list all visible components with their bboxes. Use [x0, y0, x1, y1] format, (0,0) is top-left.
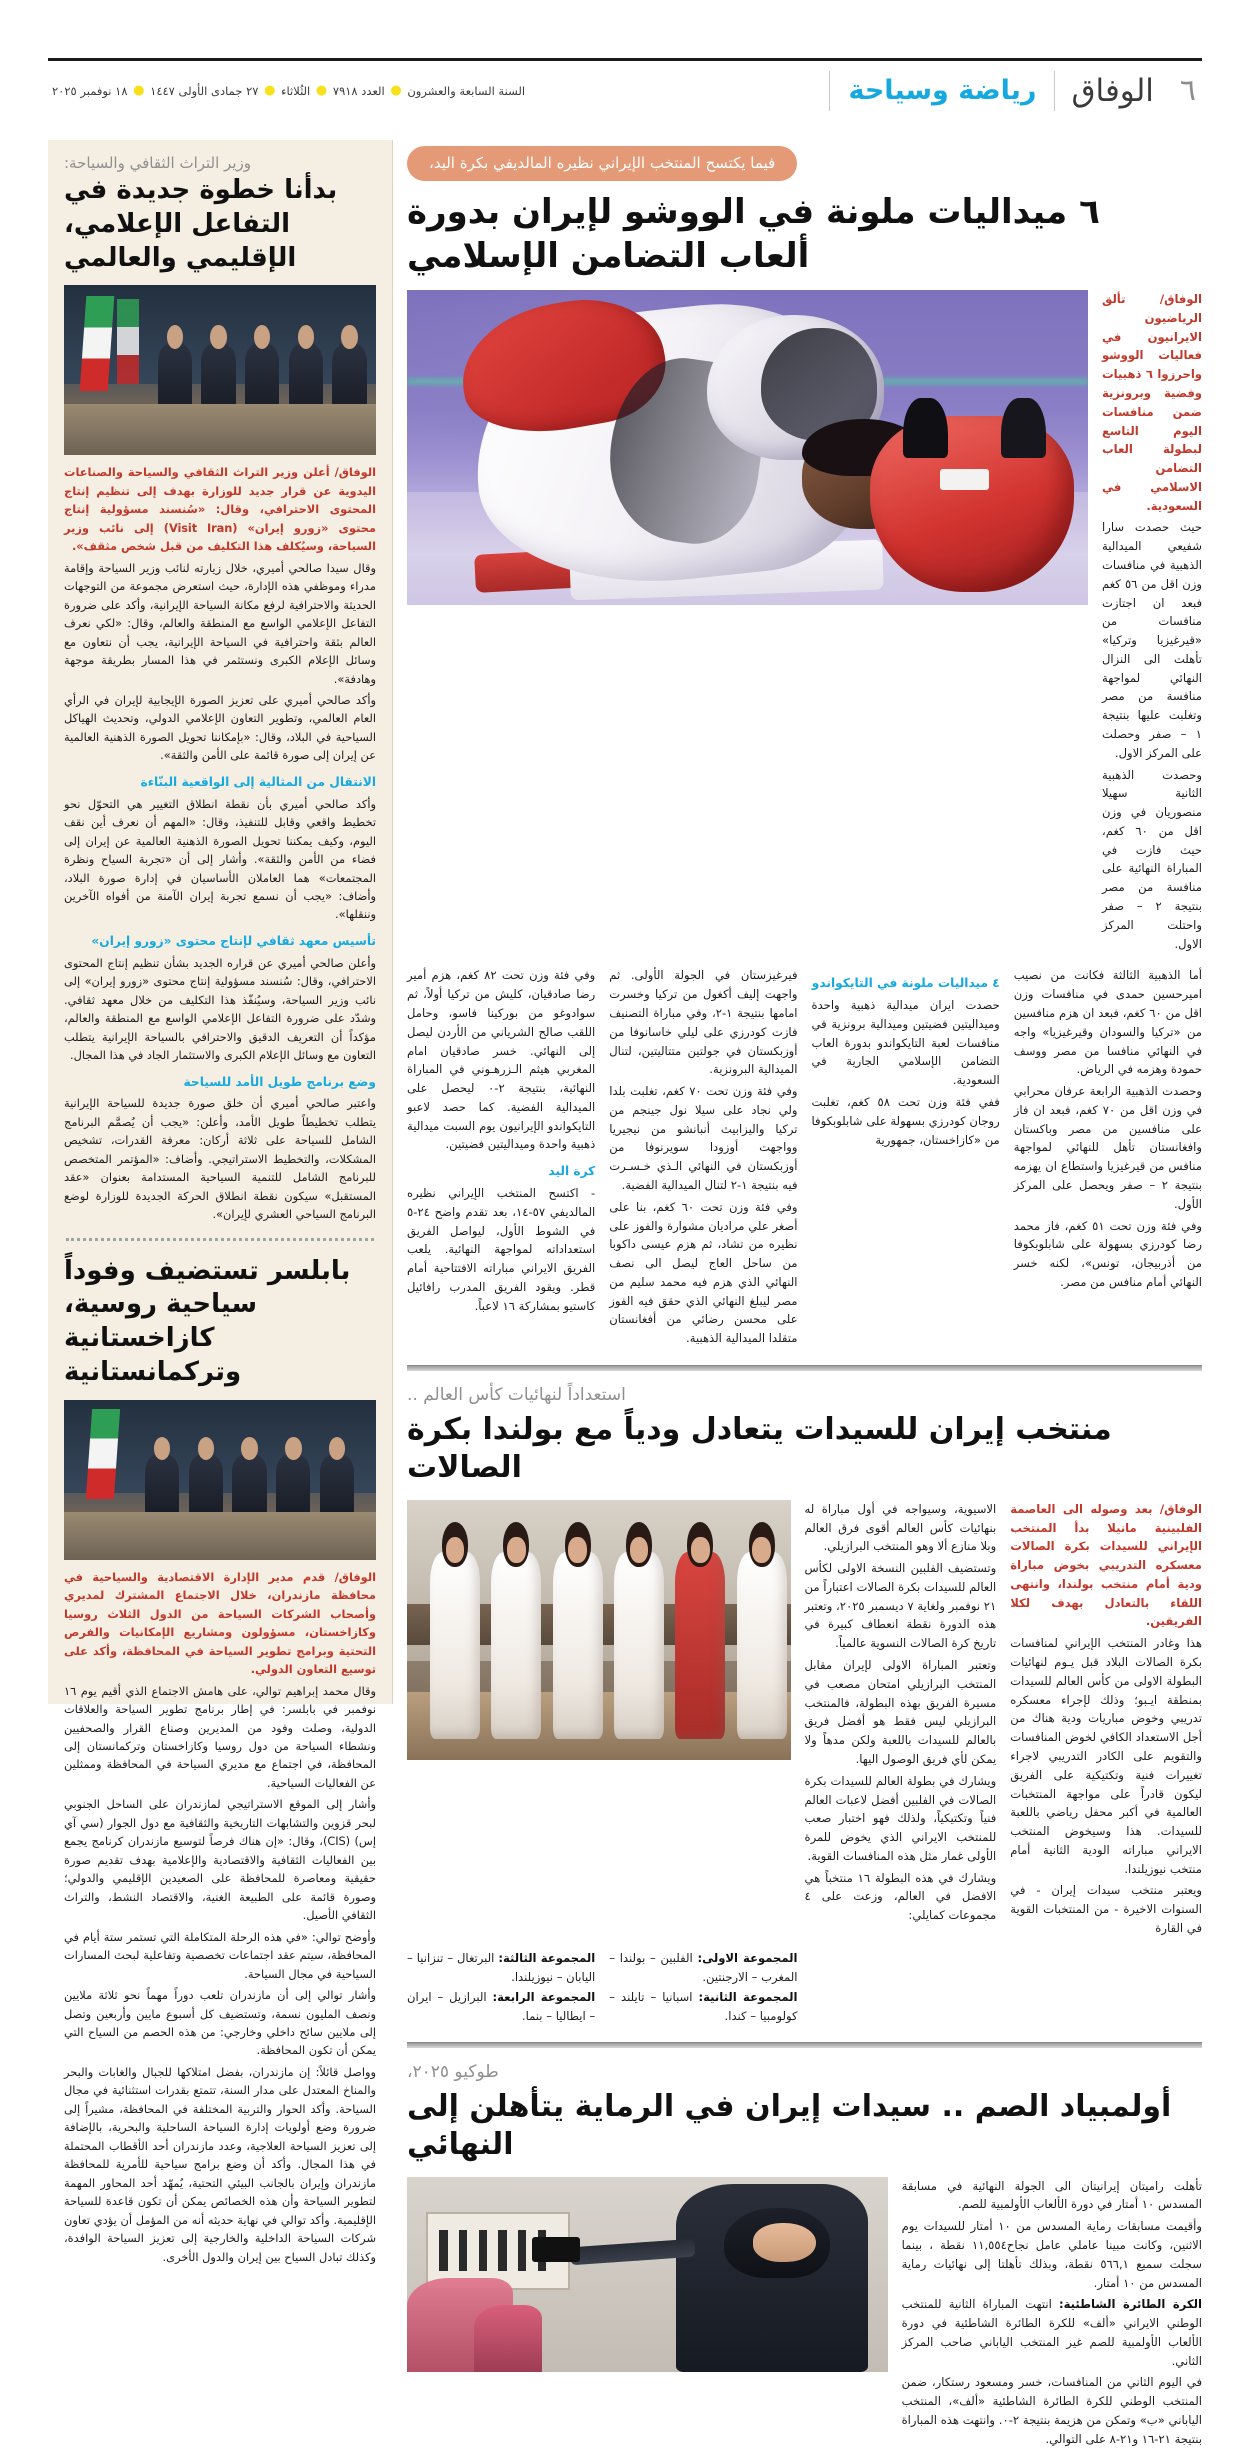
sidebar-heritage-body — [64, 463, 376, 1223]
paragraph: وأكد صالحي أميري على تعزيز الصورة الإيجابية لإيران في الرأي العام العالمي، وتطوير التعاون الإعلامي الدولي، وتحديث الهياكل السياحية في البلاد، وقال: «بإمكاننا تحويل الصورة الذهنية العالمية عن إيران إلى صورة قائمة على الأمن والثقة». — [64, 693, 376, 763]
dateline-bullet-icon: ● — [315, 83, 328, 98]
paragraph: وقال سيدا صالحي أميري، خلال زيارته لنائب وزير السياحة وإقامة مدراء وموظفي هذه الإدارة، حيث استعرض مجموعة من التوجهات الحديثة والاحترافية لرفع مكانة السياحة الإيرانية، وأكد على ضرورة التفاعل الإعلامي الواسع مع المنطقة والعالم، وقال: «لكي نعرف العالم بثقة واحترافية في السياحة الإيرانية، يجب أن نتعاون مع وسائل الإعلام الكبرى ونستثمر في هذا المسار بطريقة موجهة وهادفة». — [64, 560, 376, 686]
paragraph: حصدت ايران ميدالية ذهبية واحدة وميداليتين فضيتين وميدالية برونزية في منافسات لعبة التايكواندو بدورة العاب التضامن الإسلامي الجارية في السعودية. — [811, 998, 1000, 1088]
paragraph: وأوضح توالي: «في هذه الرحلة المتكاملة التي تستمر ستة أيام في المحافظة، سيتم عقد اجتماعات تخصصية وتفاعلية لبحث المسارات السياحية في مجال السياحة. — [64, 1929, 376, 1981]
group-1-name: المجموعة الاولى: — [697, 1950, 798, 1965]
paragraph — [64, 463, 376, 555]
dateline-issue: العدد ٧٩١٨ — [332, 84, 385, 98]
paragraph: وفي فئة وزن تحت ٧٠ كغم، تغلبت بلدا ولي نجاد على سیلا نول جينجم من تركيا والیزابیث أنبانشو من نيجيريا وواجهت أوزودا سويرنوفا من أوزبكستان في النهائي الـذي خـسـرت فيه بنتيجة ١-٢ لتنال الميدالية الفضية. — [609, 1084, 798, 1192]
sidebar-babolsar-photo — [64, 1400, 376, 1560]
dateline-bullet-icon: ● — [264, 83, 276, 98]
byline: الوفاق/ قدم مدير الإدارة الاقتصادية والسياحية في محافظة مازندران، خلال الاجتماع المشترك لمديري وأصحاب الشركات السياحة من الدول الثلاث روسيا وكازاخستان، مسؤولون ومشاريع الإمكانيات والفرص التحتية وبرامج تطوير السياحة في المحافظة، وأكد على توسيع التعاون الدولي. — [64, 1569, 376, 1677]
article-wushu-col-2 — [1014, 966, 1202, 1294]
paragraph: تأهلت راميتان إيرانيتان الى الجولة النهائية في مسابقة المسدس ١٠ أمتار في دورة الألعاب الأولمبية للصم. — [901, 2178, 1202, 2212]
page-content — [48, 140, 1203, 2446]
article-futsal-photo — [407, 1500, 791, 1760]
masthead-divider-1 — [1054, 71, 1055, 111]
section-title: رياضة وسياحة — [848, 75, 1037, 106]
paragraph: وأشار توالي إلى أن مازندران تلعب دوراً مهماً نحو ثلاثة ملايين ونصف المليون نسمة، وتستضيف كل أسبوع مايين وأربعين وتصل إلى ملايين سائح داخلي وخارجي: من هذه الحصم من السياح التي يمكن أن تكون المحافظة. — [64, 1988, 376, 2058]
paragraph — [902, 2295, 1202, 2370]
dateline-hijri: ٢٧ جمادى الأولى ١٤٤٧ — [150, 84, 259, 98]
article-shooting-col-1 — [902, 2177, 1202, 2452]
article-wushu-photo — [407, 290, 1088, 605]
article-futsal-headline: منتخب إيران للسيدات يتعادل ودياً مع بولندا بكرة الصالات — [407, 1412, 1112, 1486]
paragraph: وأشار إلى الموقع الاستراتيجي لمازندران على الساحل الجنوبي لبحر قزوين والتشابهات التاريخية والثقافية مع دول الجوار (سي آي إس) (CIS)، وقال: «إن هناك فرصاً لتوسيع مازندران كرنامج يجمع بين الفعاليات الثقافية والاقتصادية والإعلامية بهدف تقديم صورة حقيقية ومعاصرة للمحافظة على الصعيدين الإقليمي والدولي؛ وصورة قائمة على الطبيعة الغنية، والاقتصاد النشط، والتراث الثقافي الأصيل. — [64, 1797, 377, 1923]
article-shooting-kicker: طوكيو ٢٠٢٥، — [407, 2061, 499, 2082]
sidebar-heritage-headline: بدأنا خطوة جديدة في التفاعل الإعلامي، الإقليمي والعالمي — [64, 175, 338, 273]
volley-text-1: انتهت المباراة الثانية للمنتخب الوطني الايراني «ألف» للكرة الطائرة الشاطئية في دورة الألعاب الأولمبية للصم غير المنتخب الياباني صاحب المركز الثاني. — [901, 2297, 1202, 2368]
sidebar-column — [48, 140, 393, 2264]
article-shooting — [407, 2062, 1202, 2452]
article-wushu-subhead-handball: كرة اليد — [548, 1164, 596, 1179]
paragraph: وتعتبر المباراة الاولى لإيران مقابل المنتخب البرازيلي امتحان مصعب في مسيرة الفريق بهذه البطولة، فالمنتخب البرازيلي ليس فقط هو أفضل فريق بالعالم للسيدات باللعبة ولكن مدهاً ولا يمكن لأي فريق الوصول اليها. — [804, 1658, 997, 1766]
article-futsal-kicker: استعداداً لنهائيات كأس العالم .. — [407, 1385, 626, 1405]
article-wushu-subhead-taekwondo: ٤ ميداليات ملونة في التايكواندو — [811, 976, 1000, 991]
paragraph: ففي فئة وزن تحت ٥٨ كغم، تغلبت روجان كودرزي بسهولة على شابلوبكوفا من «كازاخستان، جمهورية — [811, 1095, 1000, 1147]
paragraph: وقال محمد إبراهيم توالي، على هامش الاجتماع الذي أقيم يوم ١٦ نوفمبر في بابلسر: في إطار برنامج تطوير السياحة والعلاقات الدولية، وصلت وفود من المديرين وصناع القرار والصحفيين ونشطاء السياحة من دول روسيا وكازاخستان وتركمانستان إلى المحافظة، في اجتماع مع مديري السياحة في المحافظة وممثلين عن الفعاليات السياحية. — [64, 1683, 376, 1790]
group-3-name: المجموعة الثالثة: — [498, 1950, 596, 1965]
group-4-teams: البرازيل – ايران – ايطاليا – بنما. — [407, 1990, 596, 2024]
paragraph: وأعلن صالحي أميري عن قراره الجديد بشأن تنظيم إنتاج المحتوى الاحترافي، وقال: سُنسند مسؤولية إنتاج محتوى «زورو إيران» إلى نائب وزير السياحة، وسيُنفّذ هذا التكليف من خلال معهد ثقافي. وشدّد على ضرورة التفاعل الإعلامي الواسع مع المنطقة والعالم، مؤكداً أن التعريف الدقيق والاحترافي بالسياحة الإيرانية يتطلب التعاون مع وسائل الإعلام الكبرى والاستثمار الجاد في هذا المجال. — [64, 955, 376, 1063]
paragraph: ويعتبر منتخب سيدات إيران - في السنوات الاخيرة - من المنتخبات القوية في القارة — [1010, 1883, 1202, 1935]
group-item — [407, 1949, 595, 1987]
group-3-teams: البرتغال – تنزانيا – اليابان – نيوزيلندا. — [407, 1950, 596, 1984]
sidebar-heritage-photo — [64, 285, 376, 455]
paragraph — [64, 1568, 376, 1679]
sidebar-dotted-divider — [66, 1238, 374, 1241]
dateline-bullet-icon: ● — [390, 83, 402, 98]
paragraph — [1102, 290, 1202, 515]
group-item — [609, 1988, 797, 2026]
article-shooting-headline: أولمبياد الصم .. سيدات إيران في الرماية يتأهلن إلى النهائي — [407, 2088, 1172, 2163]
paragraph: حيث حصدت سارا شفيعي الميدالية الذهبية في منافسات وزن اقل من ٥٦ كغم فبعد ان اجتازت منافسات من «قيرغيزيا وتركيا» تأهلت الى النزال النهائي لمواجهة منافسة من مصر وتغلبت عليها بنتيجة ١ – صفر وحصلت على المركز الاول. — [1102, 520, 1202, 760]
sidebar-article-heritage — [64, 154, 376, 1224]
paragraph: - اكتسح المنتخب الإيراني نظيره المالديفي ٥٧-١٤، بعد تقدم واضح ٢٤-٥ في الشوط الأول، ليواصل الفريق استعداداته لمواجهة النهائية. يلعب الفريق الايراني مباراته الافتتاحية أمام قطر. ويقود الفريق المدرب رافائيل كاستيو بمشاركة ١٦ لاعباً. — [407, 1185, 596, 1313]
dateline-year: السنة السابعة والعشرون — [407, 84, 526, 98]
sidebar-babolsar-body — [64, 1568, 376, 2266]
dateline — [48, 83, 525, 98]
masthead — [48, 58, 1202, 120]
article-futsal — [407, 1385, 1202, 2028]
paragraph: أما الذهبية الثالثة فكانت من نصيب امیرحسین حمدی في منافسات وزن اقل من ٦٠ كغم، فبعد ان هزم منافسين من «تركيا والسودان وقيرغيزيا» واجه في النهائي منافسا من مصر ووسف حمودة وهزمه في الرياض. — [1013, 968, 1203, 1077]
paragraph: واعتبر صالحي أميري أن خلق صورة جديدة للسياحة الإيرانية يتطلب تخطيطاً طويل الأمد، وأعلن: «يجب أن يُصمَّم البرنامج الشامل للسياحة على ثلاثة أركان: معرفة القدرات، تشخيص المشكلات، والتخطيط الاستراتيجي. وأضاف: «المؤتمر المتخصص للبرنامج الشامل للتنمية السياحية المستدامة بعنوان «عقد المستقبل» سيكون نقطة انطلاق الحركة الجديدة للوزارة لوضع البرنامج السياحي العشري لإيران». — [64, 1096, 376, 1222]
sidebar-heritage-kicker: وزير التراث الثقافي والسياحة: — [64, 154, 251, 172]
masthead-divider-2 — [829, 71, 830, 111]
article-wushu-headline: ٦ ميداليات ملونة في الووشو لإيران بدورة ألعاب التضامن الإسلامي — [407, 192, 1100, 276]
paragraph: وفي فئة وزن تحت ٦٠ كغم، بنا على أصغر علي مرادیان مشوارة والفوز على نظيره من تشاد، ثم هزم عيسى داكوبا من ساحل العاج ليصل الى نصف النهائي الذي هزم فيه محمد سليم من مصر ليبلغ النهائي الذي حقق فيه الفوز على محسن رضائي من أفغانستان متقلدا الميدالية الذهبية. — [609, 1199, 798, 1346]
article-futsal-groups-1-2 — [609, 1949, 797, 2028]
main-column — [407, 140, 1203, 2446]
section-divider-1 — [407, 1365, 1202, 1371]
paragraph: وأكد صالحي أميري بأن نقطة انطلاق التغيير هي التحوّل نحو تخطيط واقعي وقابل للتنفيذ، وقال: «المهم أن نعرف أين نقف اليوم، وكيف يمكننا تحويل الصورة الذهنية العالمية عن إيران إلى فضاء من الأمن والثقة». وأشار إلى أن «تجربة السياح ونظرة المجتمعات» هما العاملان الأساسيان في إدارة صورة البلاد، وأضاف: «يجب أن نسمع تجربة إيران الآمنة من أفواه الآخرين وننقلها». — [64, 796, 376, 922]
article-futsal-photo-block — [407, 1500, 791, 1760]
group-1-teams: الفلبين – بولندا – المغرب – الارجنتين. — [609, 1950, 798, 1984]
paragraph: وفي فئة وزن تحت ٥١ كغم، فاز محمد رضا كودرزي بسهولة على شابلوبكوفا من أذربيجان، تونس»، لكنه خسر النهائي أمام منافس من مصر. — [1013, 1218, 1202, 1289]
paragraph: وتستضيف الفلبين النسخة الاولى لكأس العالم للسيدات بكرة الصالات اعتباراً من ٢١ نوفمبر ولغاية ٧ ديسمبر ٢٠٢٥، وتعتبر هذه الدورة نقطة انعطاف كبيرة في تاريخ كرة الصالات النسوية عالمياً. — [804, 1561, 997, 1651]
paragraph: فيرغيزستان في الجولة الأولى. ثم واجهت إليف أكغول من تركيا وخسرت امامها بنتيجة ١-٢، وفي مباراة التصنيف فازت كودرزي على لیلي خاسانوفا من أوزبكستان في جولتين متتاليتين، لتنال الميدالية البرونزية. — [609, 968, 798, 1077]
dateline-bullet-icon: ● — [133, 83, 145, 98]
paragraph: وأقيمت مسابقات رماية المسدس من ١٠ أمتار للسيدات يوم الاثنين، وكانت مبينا عاملي عامل نجاح١١,٥٥٤ نقطة ، بينما سجلت سمیع ٥٦٦,١ نقطة، وبذلك تأهلتا إلى نهائيات رماية المسدس من ١٠ أمتار. — [901, 2219, 1203, 2290]
article-wushu-col-5 — [407, 966, 595, 1318]
byline: الوفاق/ بعد وصوله الى العاصمة الفلبينية مانيلا بدأ المنتخب الإيراني للسيدات بكرة الصالات معسكره التدريبي بخوض مباراة ودية أمام منتخب بولندا، وانتهى اللقاء بالتعادل بهدف لكلا الفريقين. — [1010, 1501, 1202, 1629]
article-wushu-kicker: فيما يكتسح المنتخب الإيراني نظيره المالديفي بكرة اليد، — [407, 146, 797, 181]
article-futsal-groups-3-4 — [407, 1949, 595, 2028]
page-number: ٦ — [1179, 73, 1196, 108]
paragraph: ويشارك في بطولة العالم للسيدات بكرة الصالات في الفلبين أفضل لاعبات العالم فنياً وتكتيكياً، ولذلك فهو اختبار صعب للمنتخب الايراني الذي يخوض للمرة الأولى غمار مثل هذه المنافسات القوية. — [804, 1773, 997, 1863]
brand-logo: الوفاق — [1071, 72, 1154, 109]
article-wushu-main-block — [407, 290, 1088, 605]
group-4-name: المجموعة الرابعة: — [492, 1990, 596, 2005]
article-wushu-col-4 — [609, 966, 797, 1351]
dateline-weekday: الثُلاثاء — [281, 84, 311, 98]
sidebar-heritage-subhead-1: الانتقال من المثالية إلى الواقعية البنّاءة — [140, 774, 376, 789]
paragraph: في اليوم الثاني من المنافسات، خسر ومسعود رستكار، ضمن المنتخب الوطني للكرة الطائرة الشاطئية «ألف»، المنتخب الياباني «ب» وتمكن من هزيمة بنتيجة ٢-٠. وانتهت هذه المباراة بنتيجة ٢١-١٦ و٢١-٨ على التوالي. — [901, 2375, 1202, 2446]
byline: الوفاق/ تألق الرياضيون الايرانيون في فعاليات الووشو واحرزوا ٦ ذهبيات وفضية وبرونزية ضمن منافسات اليوم التاسع لبطولة العاب التضامن الاسلامي في السعودية. — [1102, 292, 1202, 513]
sidebar-babolsar-headline: بابلسر تستضيف وفوداً سياحية روسية، كازاخستانية وتركمانستانية — [64, 1255, 351, 1387]
sidebar-heritage-subhead-2: تأسيس معهد ثقافي لإنتاج محتوى «زورو إيران» — [91, 933, 376, 948]
section-divider-2 — [407, 2042, 1202, 2048]
group-item — [609, 1949, 797, 1987]
paragraph: ويشارك في هذه البطولة ١٦ منتخباً هي الافضل في العالم، وزعت على ٤ مجموعات كمايلي: — [804, 1870, 997, 1923]
article-futsal-col-2 — [805, 1500, 997, 1928]
article-wushu — [407, 140, 1202, 1351]
paragraph: وحصدت الذهبية الثانية سهيلا منصوريان في وزن اقل من ٦٠ كغم، حيث فازت في المباراة النهائية على منافسة من مصر بنتيجة ٢ – صفر واحتلت المركز الاول. — [1102, 767, 1203, 951]
group-2-name: المجموعة الثانية: — [698, 1990, 798, 2005]
article-futsal-col-1 — [1010, 1500, 1202, 1941]
paragraph: وفي فئة وزن تحت ٨٢ كغم، هزم أمير رضا صادقيان، كليش من تركيا أولاً، ثم سوادوغو من بوركينا فاسو، وحامل اللقب صالح الشرياني من الأردن ليصل إلى النهائي. خسر صادقيان امام المغربي هيثم الـزرهـوني في المباراة النهائية، بنتيجة ٢-٠ ليحصل على الميدالية الفضية. كما حصد لاعبو التايكواندو الإيرانيون يوم السبت ميدالية ذهبية واحدة وميداليتين فضيتين. — [407, 968, 596, 1152]
paragraph: هذا وغادر المنتخب الإيراني لمنافسات بكرة الصالات البلاد قبل يـوم لنهائيات البطولة الاولى من كأس العالم للسيدات بمنطقة ايـبو؛ وذلك لإجراء معسكره تدريبي وخوض مباريات ودية هناك من أجل الاستعداد الكافي لخوض المنافسات والتقويم على الكادر التدريبي لاجراء تغييرات فنية وتكتيكية على الفريق ليكون قادراً على مواجهة المنتخبات العالمية في أكبر محفل رياضي باللعبة للسيدات. هذا وسيخوض المنتخب الايراني مباراته الودية الثانية أمام منتخب نيوزيلندا. — [1010, 1636, 1202, 1876]
group-item — [407, 1988, 595, 2026]
article-shooting-subhead-volley: الكرة الطائرة الشاطئية: — [1058, 2297, 1202, 2312]
dateline-gregorian: ١٨ نوفمبر ٢٠٢٥ — [52, 84, 128, 98]
paragraph: الاسيوية، وسيواجه في أول مباراة له بنهائيات كأس العالم أقوى فرق العالم وبلا منازع ألا وهو المنتخب البرازيلي. — [804, 1501, 997, 1554]
paragraph — [1010, 1500, 1202, 1631]
paragraph: وواصل قائلاً: إن مازندران، بفضل امتلاكها للجبال والغابات والبحر والمناخ المعتدل على مدار السنة، تتمتع بقدرات استثنائية في مجال السياحة. وأكد الحوار والتربية المختلفة في المحافظة، مشيراً إلى ضرورة وضع أولويات إدارة السياحة الساحلية والبحرية، بالإضافة إلى تعزيز السياحة العلاجية، وعدد مازندران أحد الأقطاب المحتملة في هذا المجال. وأكد أن وضع برامج سياحية للأمرية للمحافظة مازندران وإيران بالجانب البيئي التحتية، يُمهّد أحد المحاور المهمة لتطوير السياحة وأن هذه الخصائص يمكن أن تكون قاعدة للسياحة الإقليمية. وأكد توالي في نهاية حديثه أنه من المؤمل أن يؤدي تعاون شركات السياحة الداخلية والخارجية إلى تعزيز السياحة الوافدة، وكذلك تبادل السياح بين إيران والدول الأخرى. — [64, 2064, 376, 2264]
sidebar-heritage-subhead-3: وضع برنامج طويل الأمد للسياحة — [183, 1074, 376, 1089]
sidebar-article-babolsar — [64, 1255, 376, 2267]
article-wushu-col-right — [1102, 290, 1202, 956]
group-2-teams: اسبانيا – تايلند – كولومبيا – كندا. — [609, 1990, 798, 2024]
byline: الوفاق/ أعلن وزير التراث الثقافي والسياحة والصناعات اليدوية عن قرار جديد للوزارة بهدف إلى تنظيم إنتاج المحتوى الاحترافي، وقال: «سُنسند مسؤولية إنتاج محتوى «زورو إيران» (Visit Iran) إلى نائب وزير السياحة، وسيُكلف هذا التكليف من قبل شخص مثقف». — [64, 465, 376, 554]
paragraph: وحصدت الذهبية الرابعة عرفان محرابي في وزن اقل من ٧٠ كغم، فبعد ان فاز على منافسين من مصر وباكستان وافغانستان تأهل للنهائي لمواجهة منافس من قيرغيزيا واستطاع ان يهزمه بنتيجة ٢ – صفر ويحصل على المركز الأول. — [1013, 1084, 1202, 1211]
article-wushu-col-3 — [812, 966, 1000, 1152]
article-shooting-photo-block — [407, 2177, 888, 2372]
article-shooting-photo — [407, 2177, 888, 2372]
